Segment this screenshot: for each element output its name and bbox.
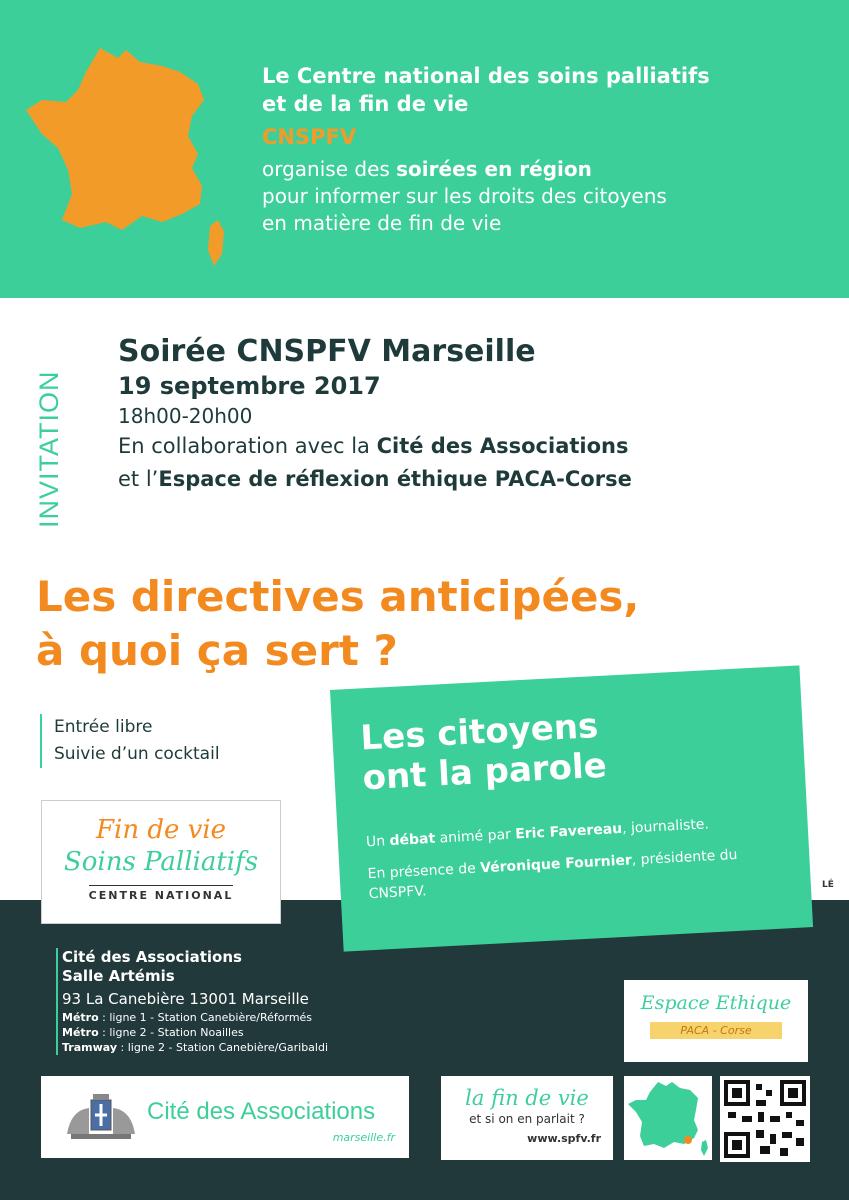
t3-text: : ligne 2 - Station Canebière/Garibaldi xyxy=(117,1041,329,1054)
invitation-label: INVITATION xyxy=(34,370,64,528)
header-acronym: CNSPFV xyxy=(262,125,357,149)
fdv-logo-line2: Soins Palliatifs xyxy=(63,847,259,877)
t2-text: : ligne 2 - Station Noailles xyxy=(98,1026,244,1039)
header-desc-prefix: organise des xyxy=(262,157,397,181)
header-desc xyxy=(262,156,822,237)
header-text xyxy=(262,62,822,237)
address-block xyxy=(56,948,416,1055)
header-title-line1: Le Centre national des soins palliatifs xyxy=(262,64,710,88)
lfdv-line1: la fin de vie xyxy=(465,1086,589,1110)
espace-line1: Espace Ethique xyxy=(640,992,792,1014)
card-l1-b: débat xyxy=(389,830,436,850)
entry-line2: Suivie d’un cocktail xyxy=(54,744,220,764)
card-presence-line xyxy=(367,843,783,905)
header-desc-line3: en matière de fin de vie xyxy=(262,211,502,235)
event-collab xyxy=(118,430,818,463)
t1-label: Métro xyxy=(62,1011,99,1024)
t1-text: : ligne 1 - Station Canebière/Réformés xyxy=(98,1011,313,1024)
header-title-line2: et de la fin de vie xyxy=(262,92,469,116)
espace-line2: PACA - Corse xyxy=(650,1022,781,1039)
event-time: 18h00-20h00 xyxy=(118,404,253,428)
header-band xyxy=(0,0,849,298)
t2-label: Métro xyxy=(62,1026,99,1039)
collab-prefix: En collaboration avec la xyxy=(118,434,377,458)
entry-info xyxy=(40,714,220,768)
fdv-logo-line3: CENTRE NATIONAL xyxy=(89,885,234,902)
card-title-line2: ont la parole xyxy=(361,745,608,799)
la-fin-de-vie-logo xyxy=(441,1076,613,1160)
fin-de-vie-logo xyxy=(41,800,281,924)
debate-card xyxy=(330,665,813,951)
card-l2-b: Véronique Fournier xyxy=(479,852,633,877)
collab-bold: Cité des Associations xyxy=(376,434,629,458)
collab2-prefix: et l’ xyxy=(118,467,159,491)
espace-ethique-logo xyxy=(624,980,808,1062)
header-desc-bold: soirées en région xyxy=(396,157,592,181)
fdv-logo-line1: Fin de vie xyxy=(95,815,227,845)
card-l1-e: , journaliste. xyxy=(621,816,710,837)
cite-logo-sub: marseille.fr xyxy=(332,1131,395,1144)
mini-map-box xyxy=(624,1076,712,1160)
event-date: 19 septembre 2017 xyxy=(118,372,381,400)
card-l2-a: En présence de xyxy=(367,860,481,883)
lfdv-line2: et si on en parlait ? xyxy=(469,1112,585,1126)
marseille-crest-icon xyxy=(61,1090,141,1144)
card-l1-a: Un xyxy=(365,833,390,851)
collab2-bold: Espace de réflexion éthique PACA-Corse xyxy=(158,467,632,491)
transport-2 xyxy=(62,1025,416,1040)
headline xyxy=(36,570,836,678)
t3-label: Tramway xyxy=(62,1041,118,1054)
card-l2-c: , présidente du CNSPFV. xyxy=(368,846,738,903)
address-line1: Cité des Associations xyxy=(62,948,242,966)
header-desc-line2: pour informer sur les droits des citoyens xyxy=(262,184,667,208)
cite-logo-name: Cité des Associations xyxy=(147,1098,376,1125)
transport-1 xyxy=(62,1010,416,1025)
event-name: Soirée CNSPFV Marseille xyxy=(118,334,536,369)
entry-line1: Entrée libre xyxy=(54,717,153,737)
card-l1-d: Eric Favereau xyxy=(514,820,623,843)
card-title-line1: Les citoyens xyxy=(359,706,600,759)
le-mark: LÉ xyxy=(822,880,834,890)
lfdv-url: www.spfv.fr xyxy=(527,1132,601,1145)
qr-code[interactable] xyxy=(720,1076,810,1162)
event-info xyxy=(118,334,818,496)
address-line2: Salle Artémis xyxy=(62,967,175,985)
france-map-icon xyxy=(22,44,232,269)
address-line3: 93 La Canebière 13001 Marseille xyxy=(62,990,309,1008)
event-collab2 xyxy=(118,463,818,496)
qr-code-icon xyxy=(720,1076,810,1162)
mini-france-map-icon xyxy=(624,1076,712,1160)
card-l1-c: animé par xyxy=(434,826,516,847)
headline-line2: à quoi ça sert ? xyxy=(36,626,398,675)
headline-line1: Les directives anticipées, xyxy=(36,572,640,621)
transport-3 xyxy=(62,1040,416,1055)
cite-associations-logo xyxy=(41,1076,409,1158)
